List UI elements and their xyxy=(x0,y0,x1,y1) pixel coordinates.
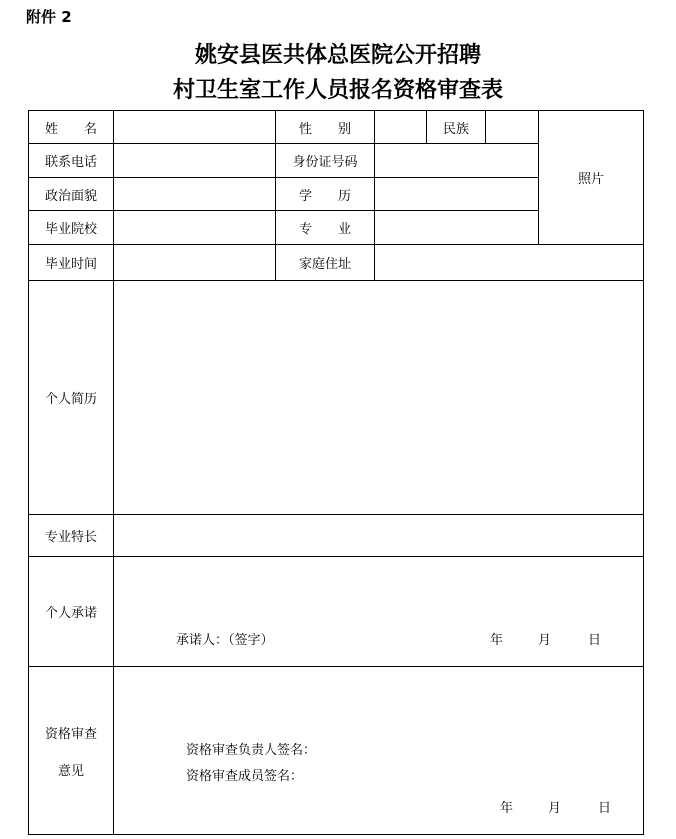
specialty-field[interactable] xyxy=(114,515,644,557)
attachment-label: 附件 2 xyxy=(26,8,72,26)
political-status-label: 政治面貌 xyxy=(29,178,114,211)
major-label: 专 业 xyxy=(276,211,375,245)
review-year-label: 年 xyxy=(500,801,514,816)
page-title-line2: 村卫生室工作人员报名资格审查表 xyxy=(172,78,503,103)
resume-field[interactable] xyxy=(114,281,644,515)
phone-field[interactable] xyxy=(114,144,276,178)
address-field[interactable] xyxy=(375,245,644,281)
graduation-time-field[interactable] xyxy=(114,245,276,281)
phone-label: 联系电话 xyxy=(29,144,114,178)
review-member-sign-label: 资格审查成员签名： xyxy=(186,769,304,784)
id-number-label: 身份证号码 xyxy=(276,144,375,178)
ethnicity-label: 民族 xyxy=(427,111,486,144)
review-day-label: 日 xyxy=(598,801,612,816)
registration-form-table xyxy=(28,110,644,835)
photo-label: 照片 xyxy=(577,172,604,187)
id-number-field[interactable] xyxy=(375,144,539,178)
promise-label: 个人承诺 xyxy=(29,557,114,667)
school-field[interactable] xyxy=(114,211,276,245)
graduation-time-label: 毕业时间 xyxy=(29,245,114,281)
review-opinion-label xyxy=(29,667,114,835)
review-label-line2: 意见 xyxy=(57,763,84,779)
promise-month-label: 月 xyxy=(538,633,552,648)
promise-signer-label: 承诺人：（签字） xyxy=(176,633,274,648)
political-status-field[interactable] xyxy=(114,178,276,211)
review-month-label: 月 xyxy=(548,801,562,816)
review-opinion-field[interactable] xyxy=(114,667,644,835)
gender-label: 性 别 xyxy=(276,111,375,144)
resume-label: 个人简历 xyxy=(29,281,114,515)
address-label: 家庭住址 xyxy=(276,245,375,281)
photo-box[interactable] xyxy=(539,111,644,245)
school-label: 毕业院校 xyxy=(29,211,114,245)
promise-field[interactable] xyxy=(114,557,644,667)
major-field[interactable] xyxy=(375,211,539,245)
education-field[interactable] xyxy=(375,178,539,211)
page-title-line1: 姚安县医共体总医院公开招聘 xyxy=(194,43,481,68)
education-label: 学 历 xyxy=(276,178,375,211)
review-label-line1: 资格审查 xyxy=(44,726,97,742)
ethnicity-field[interactable] xyxy=(486,111,539,144)
name-label: 姓 名 xyxy=(29,111,114,144)
gender-field[interactable] xyxy=(375,111,427,144)
name-field[interactable] xyxy=(114,111,276,144)
promise-year-label: 年 xyxy=(490,633,504,648)
specialty-label: 专业特长 xyxy=(29,515,114,557)
review-leader-sign-label: 资格审查负责人签名： xyxy=(186,743,317,758)
promise-day-label: 日 xyxy=(588,633,602,648)
